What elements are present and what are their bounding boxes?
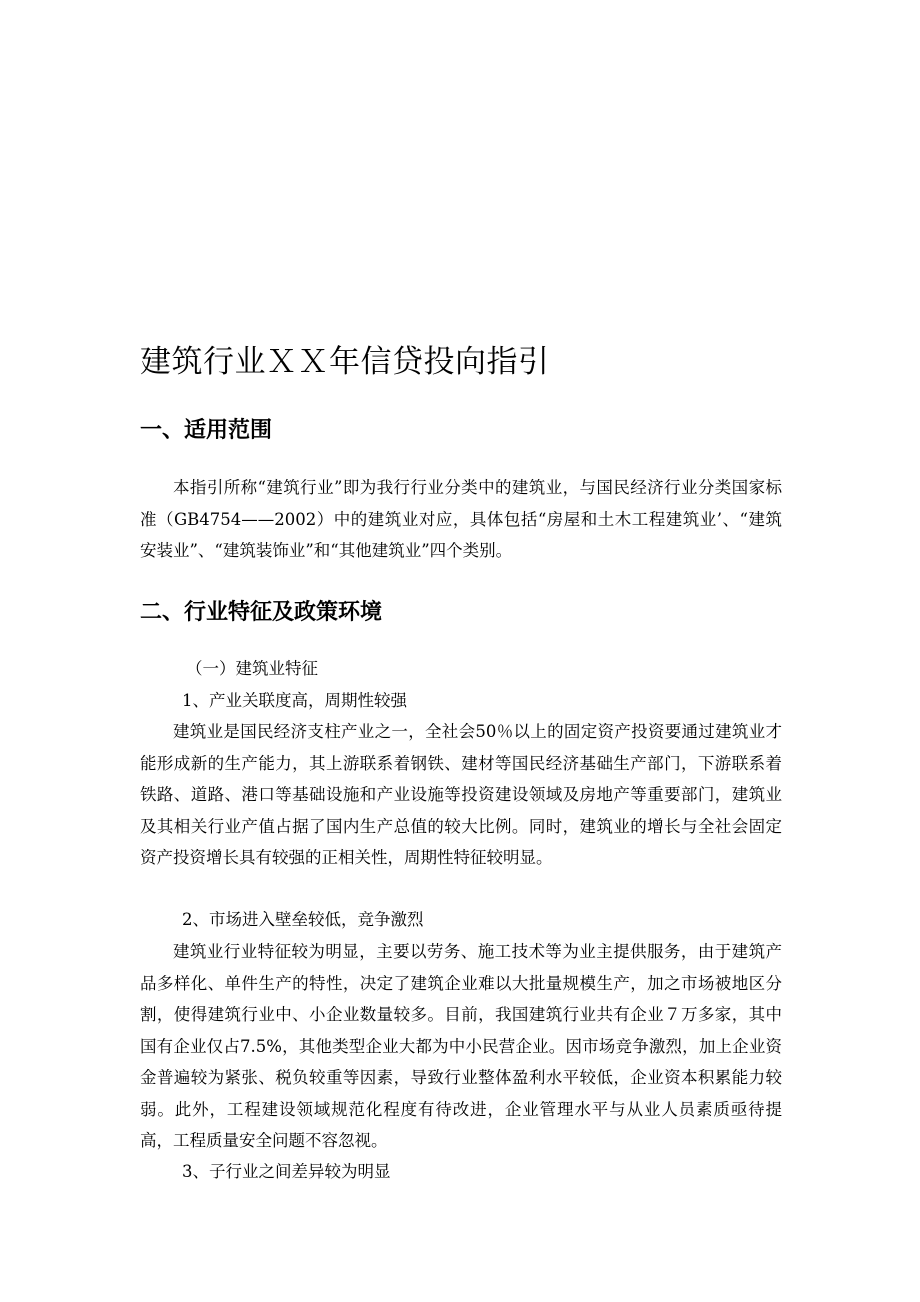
item-paragraph-correlation: 建筑业是国民经济支柱产业之一，全社会50％以上的固定资产投资要通过建筑业才能形成新的生产能力，其上游联系着钢铁、建材等国民经济基础生产部门，下游联系着铁路、道路、港口等基础设施和产业设施等投资建设领域及房地产等重要部门，建筑业及其相关行业产值占据了国内生产总值的较大比例。同时，建筑业的增长与全社会固定资产投资增长具有较强的正相关性，周期性特征较明显。 — [140, 722, 782, 867]
document-title: 建筑行业ＸＸ年信贷投向指引 — [140, 344, 550, 380]
item-paragraph-competition: 建筑业行业特征较为明显，主要以劳务、施工技术等为业主提供服务，由于建筑产品多样化、单件生产的特性，决定了建筑企业难以大批量规模生产，加之市场被地区分割，使得建筑行业中、小企业数量较多。目前，我国建筑行业共有企业７万多家，其中国有企业仅占7.5%，其他类型企业大都为中小民营企业。因市场竞争激烈，加上企业资金普遍较为紧张、税负较重等因素，导致行业整体盈利水平较低，企业资本积累能力较弱。此外，工程建设领域规范化程度有待改进，企业管理水平与从业人员素质亟待提高，工程质量安全问题不容忽视。 — [140, 942, 782, 1150]
scope-paragraph: 本指引所称“建筑行业”即为我行行业分类中的建筑业，与国民经济行业分类国家标准（GB4754——2002）中的建筑业对应，具体包括“房屋和土木工程建筑业’、“建筑安装业”、“建筑装饰业”和“其他建筑业”四个类别。 — [140, 478, 782, 560]
section-heading-scope: 一、适用范围 — [140, 418, 273, 443]
item-title-subsector-differences: 3、子行业之间差异较为明显 — [182, 1162, 391, 1181]
item-title-correlation: 1、产业关联度高，周期性较强 — [182, 691, 407, 710]
item-title-competition: 2、市场进入壁垒较低，竞争激烈 — [182, 910, 424, 929]
section-heading-features: 二、行业特征及政策环境 — [140, 600, 383, 625]
subsection-heading-construction-features: （一）建筑业特征 — [186, 659, 318, 678]
